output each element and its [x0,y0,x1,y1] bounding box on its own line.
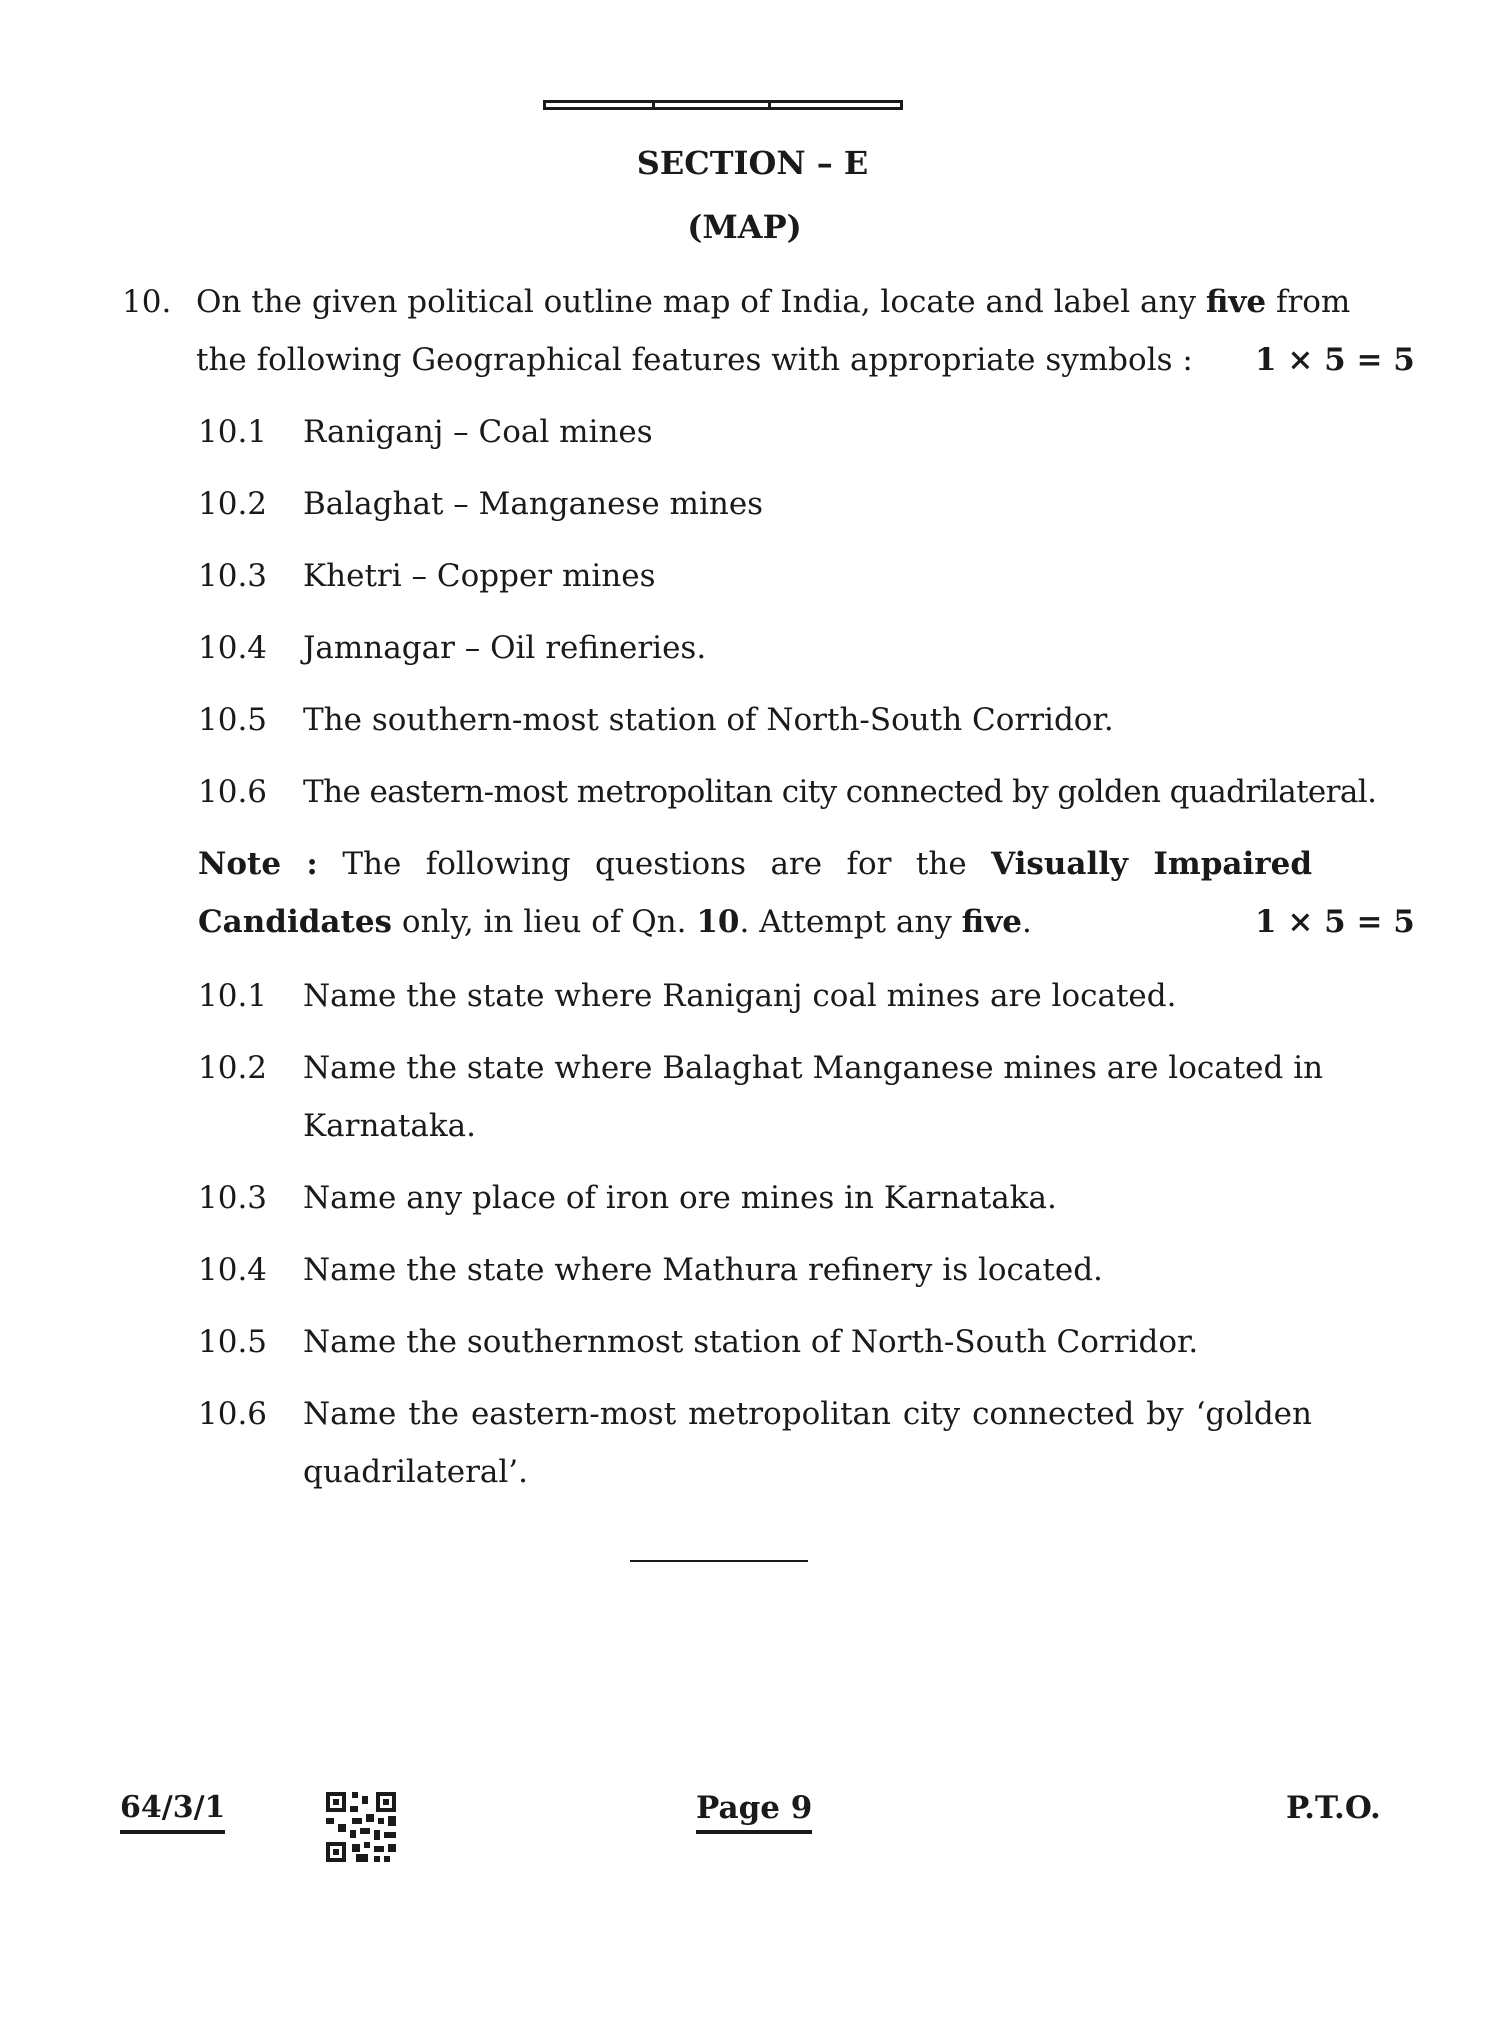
question-number: 10. [122,284,172,320]
note-line-1 [198,844,1312,884]
note-text: only, in lieu of Qn. [401,904,687,940]
qr-code-icon [326,1792,396,1862]
vi-item-number: 10.6 [198,1396,268,1432]
vi-item-number: 10.1 [198,978,268,1014]
vi-item-text: Name the state where Balaghat Manganese mines are located in [303,1050,1324,1086]
item-text: The southern-most station of North-South Corridor. [303,702,1114,738]
vi-item-number: 10.4 [198,1252,268,1288]
item-text: Khetri – Copper mines [303,558,656,594]
question-line-2: the following Geographical features with appropriate symbols : [196,342,1193,378]
item-number: 10.1 [198,414,268,450]
question-line-1 [196,282,1351,322]
vi-item-number: 10.2 [198,1050,268,1086]
item-text: Raniganj – Coal mines [303,414,653,450]
top-decorative-bar [543,100,903,110]
item-number: 10.6 [198,774,268,810]
bar-tick [768,100,771,110]
note-emphasis: five [961,904,1022,940]
question-marks: 1 × 5 = 5 [1255,342,1415,378]
bar-tick [652,100,655,110]
item-number: 10.4 [198,630,268,666]
note-question-ref: 10 [696,904,740,940]
question-text: On the given political outline map of India, locate and label any [196,284,1196,320]
note-text: . Attempt any [739,904,952,940]
question-emphasis: five [1205,284,1267,320]
note-emphasis: Visually Impaired [991,846,1312,882]
vi-item-number: 10.5 [198,1324,268,1360]
vi-item-text: Name the eastern-most metropolitan city connected by ‘golden [303,1396,1312,1432]
note-text: The following questions are for the [342,846,967,882]
vi-item-text: Name the state where Raniganj coal mines are located. [303,978,1177,1014]
note-emphasis: Candidates [198,904,393,940]
item-number: 10.3 [198,558,268,594]
note-text: . [1021,904,1032,940]
page-number: Page 9 [696,1790,812,1834]
item-text: The eastern-most metropolitan city connected by golden quadrilateral. [303,774,1377,810]
vi-item-text: Name the state where Mathura refinery is located. [303,1252,1103,1288]
item-number: 10.2 [198,486,268,522]
vi-item-text: Name any place of iron ore mines in Karnataka. [303,1180,1057,1216]
vi-item-number: 10.3 [198,1180,268,1216]
pto-label: P.T.O. [1286,1790,1381,1826]
section-subtitle: (MAP) [687,208,802,246]
paper-code: 64/3/1 [120,1790,225,1834]
note-label: Note : [198,846,318,882]
section-title: SECTION – E [636,144,869,182]
question-text: from [1275,284,1351,320]
note-line-2 [198,902,1032,942]
vi-item-text-cont: Karnataka. [303,1108,476,1144]
item-text: Balaghat – Manganese mines [303,486,764,522]
item-number: 10.5 [198,702,268,738]
vi-item-text-cont: quadrilateral’. [303,1454,528,1490]
end-divider [630,1560,808,1562]
vi-item-text: Name the southernmost station of North-South Corridor. [303,1324,1199,1360]
item-text: Jamnagar – Oil refineries. [303,630,707,666]
note-marks: 1 × 5 = 5 [1255,904,1415,940]
